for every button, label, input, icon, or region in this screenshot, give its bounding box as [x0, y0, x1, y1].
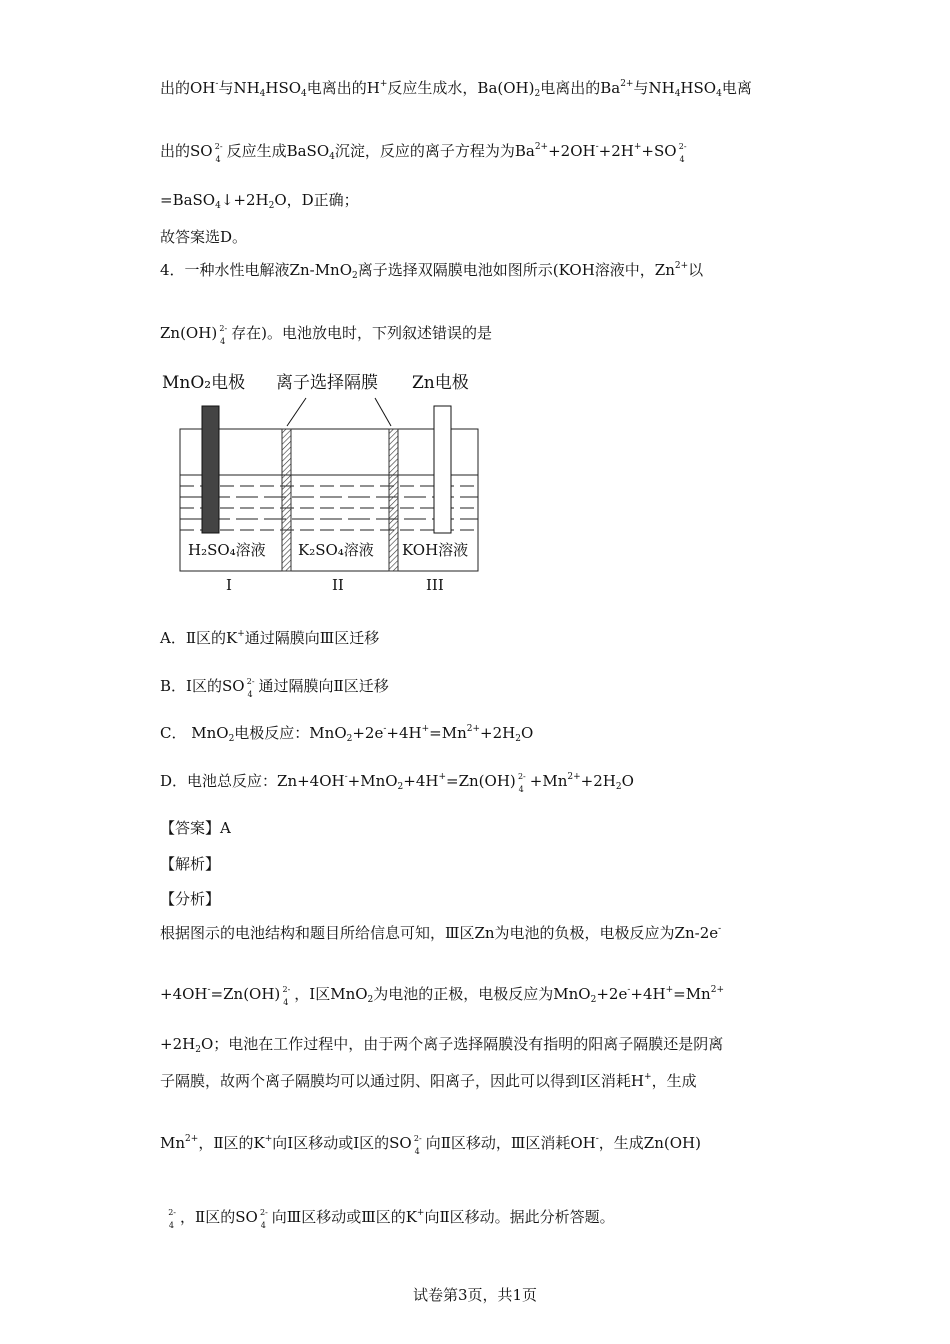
superscript: -: [627, 985, 631, 995]
text: 反应生成BaSO: [226, 142, 330, 160]
text: 向Ⅰ区移动或Ⅰ区的SO: [272, 1134, 412, 1152]
option-c: [160, 723, 533, 743]
text: O；电池在工作过程中，由于两个离子选择隔膜没有指明的阳离子隔膜还是阴离: [200, 1035, 724, 1053]
option-d: [160, 771, 634, 794]
text: O: [621, 772, 634, 790]
answer: 【答案】A: [160, 819, 231, 837]
text: A．Ⅱ区的K: [160, 629, 238, 647]
text: 电离出的Ba: [540, 79, 621, 97]
text: +2OH: [548, 142, 596, 160]
text: 与NH: [633, 79, 675, 97]
superscript: -: [383, 724, 387, 734]
text: 电离出的H: [306, 79, 380, 97]
superscript: +: [644, 1072, 652, 1082]
text: 通过隔膜向Ⅱ区迁移: [258, 677, 389, 695]
text: ，Ⅰ区MnO: [294, 985, 368, 1003]
text: 通过隔膜向Ⅲ区迁移: [244, 629, 380, 647]
text: ，生成: [651, 1072, 697, 1090]
text: D．电池总反应：Zn+4OH: [160, 772, 345, 790]
superscript: -: [718, 924, 722, 934]
text: +2e: [352, 724, 384, 742]
subscript: 2: [515, 734, 521, 744]
text: ，Ⅱ区的K: [198, 1134, 265, 1152]
leader-line: [287, 398, 306, 426]
text: 根据图示的电池结构和题目所给信息可知，Ⅲ区Zn为电池的负极，电极反应为Zn-2e: [160, 924, 719, 942]
text: 向Ⅱ区移动。据此分析答题。: [424, 1208, 615, 1226]
subscript: 4: [329, 152, 335, 162]
superscript: -: [595, 142, 599, 152]
subscript: 2: [590, 995, 597, 1005]
text-line: [160, 141, 687, 164]
superscript: -: [215, 79, 219, 89]
analysis-line: [160, 1207, 615, 1230]
subscript: 2: [352, 271, 358, 281]
text: 向Ⅲ区移动或Ⅲ区的K: [271, 1208, 417, 1226]
text: =Zn(OH): [210, 985, 281, 1003]
text: 4．一种水性电解液Zn-MnO: [160, 261, 353, 279]
text: 存在)。电池放电时，下列叙述错误的是: [231, 324, 493, 342]
k2so4-solution-label: K₂SO₄溶液: [298, 541, 374, 559]
subscript: 2: [228, 734, 235, 744]
text: 离子选择双隔膜电池如图所示(KOH溶液中，Zn: [357, 261, 675, 279]
subscript: 4: [518, 785, 524, 794]
text: HSO: [265, 79, 302, 97]
text: 为电池的正极，电极反应为MnO: [373, 985, 591, 1003]
ion-selective-membrane-left: [282, 429, 291, 571]
subscript: 4: [260, 1221, 266, 1230]
subscript: 2: [268, 201, 275, 211]
superscript: +: [416, 1208, 425, 1218]
text: +2e: [596, 985, 628, 1003]
analysis-line: [160, 923, 721, 943]
charge: 2-: [517, 772, 526, 781]
zn-electrode-label: Zn电极: [412, 373, 469, 393]
superscript: +: [379, 79, 388, 89]
text: =Mn: [429, 724, 467, 742]
subscript: 2: [195, 1045, 201, 1055]
superscript: +: [665, 985, 674, 995]
zone-label-i: I: [226, 576, 232, 594]
superscript: 2+: [466, 724, 481, 734]
subscript: 4: [220, 337, 226, 346]
superscript: +: [633, 142, 642, 152]
question-stem: [160, 323, 493, 346]
zone-label-ii: II: [332, 576, 344, 594]
mno2-electrode: [202, 406, 219, 533]
text: Zn(OH): [160, 324, 218, 342]
leader-line: [375, 398, 391, 426]
subscript: 4: [215, 155, 221, 164]
text: +2H: [160, 1035, 196, 1053]
superscript: +: [237, 629, 245, 639]
text: 以: [688, 261, 704, 279]
text: 故答案选D。: [160, 228, 248, 246]
superscript: 2+: [567, 772, 581, 782]
subscript: 4: [283, 998, 289, 1007]
charge: 2-: [214, 142, 223, 151]
koh-solution-label: KOH溶液: [402, 541, 469, 559]
subscript: 2: [397, 782, 404, 792]
text: 电极反应：MnO: [234, 724, 347, 742]
superscript: 2+: [185, 1134, 199, 1144]
text: 出的OH: [160, 79, 216, 97]
h2so4-solution-label: H₂SO₄溶液: [188, 541, 266, 559]
subscript: 2: [615, 782, 622, 792]
text: ，Ⅱ区的SO: [180, 1208, 258, 1226]
text-line: [160, 78, 752, 98]
text: +SO: [641, 142, 677, 160]
text: +Mn: [529, 772, 568, 790]
zone-label-iii: III: [426, 576, 444, 594]
text: =BaSO: [160, 191, 216, 209]
superscript: -: [344, 772, 348, 782]
subscript: 2: [534, 89, 541, 99]
charge: 2-: [282, 985, 291, 994]
text: ↓+2H: [220, 191, 269, 209]
text: B．Ⅰ区的SO: [160, 677, 245, 695]
analysis-line: [160, 1133, 701, 1156]
text: +4H: [630, 985, 666, 1003]
battery-diagram: [160, 368, 490, 598]
fenxi-header: 【分析】: [160, 890, 221, 908]
text-line: [160, 227, 247, 247]
text: +2H: [580, 772, 616, 790]
option-a: [160, 628, 379, 648]
subscript: 4: [259, 89, 266, 99]
text: +MnO: [347, 772, 398, 790]
text: 出的SO: [160, 142, 213, 160]
subscript: 4: [301, 89, 307, 99]
membrane-label: 离子选择隔膜: [276, 373, 378, 393]
ion-selective-membrane-right: [389, 429, 398, 571]
charge: 2-: [259, 1208, 268, 1217]
text: +4OH: [160, 985, 208, 1003]
charge: 2-: [678, 142, 687, 151]
analysis-line: [160, 984, 724, 1007]
page-footer: 试卷第3页，共1页: [412, 1286, 538, 1304]
superscript: -: [595, 1134, 599, 1144]
text: +2H: [480, 724, 516, 742]
superscript: +: [264, 1134, 273, 1144]
text: ，生成Zn(OH): [598, 1134, 701, 1152]
text: =Mn: [673, 985, 711, 1003]
text-line: [160, 190, 359, 210]
subscript: 4: [215, 201, 221, 211]
superscript: +: [438, 772, 447, 782]
analysis-line: [160, 1071, 697, 1091]
text: 与NH: [218, 79, 260, 97]
text: +4H: [403, 772, 439, 790]
subscript: 4: [674, 89, 681, 99]
text: C． MnO: [160, 724, 229, 742]
text: HSO: [680, 79, 717, 97]
charge: 2-: [413, 1134, 422, 1143]
subscript: 4: [168, 1221, 174, 1230]
question-stem: [160, 260, 703, 280]
text: O: [520, 724, 534, 742]
subscript: 4: [679, 155, 685, 164]
text: +2H: [598, 142, 634, 160]
jiexi-header: 【解析】: [160, 855, 221, 873]
text: 向Ⅱ区移动，Ⅲ区消耗OH: [425, 1134, 596, 1152]
zn-electrode: [434, 406, 451, 533]
text: Mn: [160, 1134, 186, 1152]
subscript: 2: [367, 995, 374, 1005]
superscript: 2+: [674, 261, 689, 271]
subscript: 2: [346, 734, 353, 744]
subscript: 4: [414, 1147, 420, 1156]
superscript: 2+: [620, 79, 634, 89]
text: O，D正确；: [274, 191, 359, 209]
subscript: 4: [247, 690, 253, 699]
superscript: 2+: [710, 985, 724, 995]
charge: 2-: [219, 324, 228, 333]
charge: 2-: [246, 677, 255, 686]
subscript: 4: [716, 89, 722, 99]
option-b: [160, 676, 389, 699]
text: 电离: [721, 79, 752, 97]
analysis-line: [160, 1034, 723, 1054]
superscript: -: [207, 985, 211, 995]
mno2-electrode-label: MnO₂电极: [162, 373, 246, 393]
charge: 2-: [168, 1208, 176, 1217]
text: 反应生成水，Ba(OH): [387, 79, 535, 97]
superscript: 2+: [534, 142, 549, 152]
text: 子隔膜，故两个离子隔膜均可以通过阴、阳离子，因此可以得到Ⅰ区消耗H: [160, 1072, 645, 1090]
text: +4H: [386, 724, 422, 742]
text: =Zn(OH): [446, 772, 516, 790]
electrolyte-lines: [180, 475, 478, 530]
superscript: +: [421, 724, 430, 734]
text: 沉淀，反应的离子方程为为Ba: [334, 142, 535, 160]
